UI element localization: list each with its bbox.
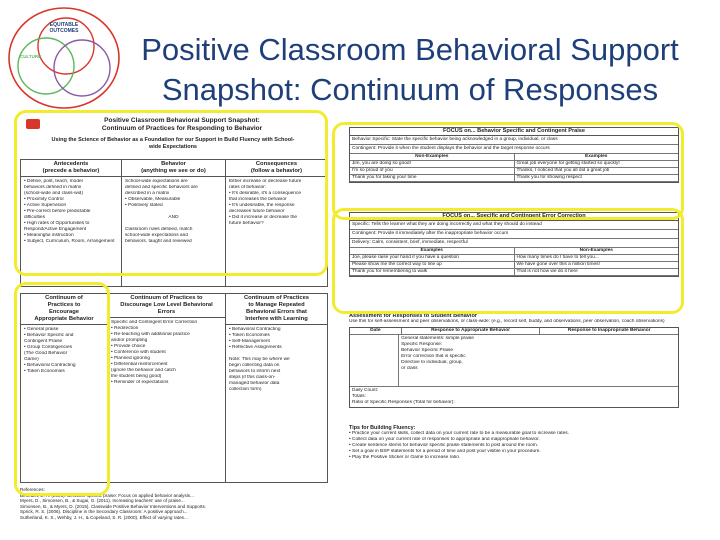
table-row: [350, 262, 678, 269]
references: [20, 487, 330, 521]
list-item: (ignore the behavior and catch: [111, 368, 176, 373]
list-item: • Active Supervision: [24, 202, 67, 208]
list-item: Specific and Contingent Error Correction: [111, 320, 198, 325]
list-item: • Redirection: [111, 326, 139, 331]
reference-line: Simonsen, B., & Myers, D. (2015). Classwide Positive Behavior Interventions and Supports.: [20, 503, 207, 509]
column-heading: Practices to: [47, 302, 81, 308]
list-item: Respond/Active Engagement: [24, 226, 87, 232]
list-item: • Behavioral Contracting: [24, 363, 76, 368]
reference-line: References:: [20, 487, 45, 492]
left-page-subtitle: Using the Science of Behavior as a Foundation for our Support in Build Fluency with School- wide Expectations: [51, 137, 295, 150]
right-page: [344, 115, 684, 540]
list-item: described in a matrix: [125, 190, 170, 196]
tips-section: Tips for Building Fluency: • Practice your current skills, collect data on your current rate to be a measurable goal to increase rates. • Collect data on your current rate of responses to appropriate and inappropriate behavior. • Create sentence stems for behavior specific praise statements to post around the room. • Set a goal in BSP statements for a period of time and post your visible in your procedure. • Play the Positive Sticker or Game to increase ratio.: [349, 425, 679, 461]
list-item: • Observable, Measurable: [125, 196, 181, 202]
list-item: • Group Contingencies: [24, 345, 73, 350]
list-item: • Pre-correct before predictable: [24, 208, 91, 214]
list-item: Contingent Praise: [24, 339, 63, 344]
slide-title: [130, 30, 690, 110]
encourage-column: [20, 293, 108, 483]
list-item: steps (if this class-on-: [229, 375, 276, 380]
column-heading: Continuum of: [45, 295, 83, 301]
list-item: • Proximity Control: [24, 196, 64, 202]
list-item: (school-wide and class-wid): [24, 190, 83, 196]
list-item: or class: [401, 366, 418, 371]
list-item: Daily Count:: [352, 388, 379, 393]
title-line-1: Positive Classroom Behavioral Support: [141, 32, 679, 67]
list-item: • Planned ignoring: [111, 356, 151, 361]
list-item: that increases the behavior: [229, 196, 287, 202]
list-item: difficulties: [24, 214, 45, 220]
list-item: AND: [168, 214, 179, 220]
list-item: Either increase or decrease future: [229, 178, 302, 184]
reference-line: Myers, D., Simonsen, B., & Sugai, G. (2011). Increasing teachers' use of praise...: [20, 498, 185, 504]
list-item: Behavior Specific Praise: [401, 348, 454, 353]
list-item: • Re-teaching with additional practice: [111, 332, 190, 337]
list-item: • Provide choice: [111, 344, 146, 349]
column-heading: Errors: [157, 309, 176, 315]
praise-table: FOCUS on... Behavior Specific and Contingent Praise Behavior Specific: State the specific behavior being acknowledged in a group, individual, or class Contingent: Provide it when the student displays the behavior and the target response occurs Non-Examples Examples Jim, you are doing so good! Great job everyone for getting started so quickly! I'm so proud of you Thanks, I noticed that you all did a great job Thank you for taking your time Thank you for showing respect: [349, 127, 679, 183]
list-item: Classroom rules defined, match: [125, 226, 193, 232]
table-cell: How many times do I have to tell you...: [514, 255, 679, 261]
antecedents-column: Antecedents (precede a behavior) • Define, post, teach, model behaviors defined in matrix (school-wide and class-wid) • Proximity Control • Active Supervision • Pre-correct before predictable difficulties • High rates of Opportunities to Respond/Active Engagement • Meaningful instruction • Subject, Curriculum, Room, Arrangement: [20, 159, 122, 287]
column-heading: Continuum of Practices to: [130, 295, 203, 301]
list-item: (The Good Behavior: [24, 351, 68, 356]
list-item: • Token Economies: [229, 333, 270, 338]
left-page-title: Positive Classroom Behavioral Support Snapshot: Continuum of Practices for Responding to Behavior: [101, 117, 263, 132]
table-row: [350, 175, 678, 182]
error-correction-table: FOCUS on... Specific and Contingent Error Correction Specific: Tells the learner what they are doing incorrectly and what they should do instead Contingent: Provide it immediately after the inappropriate behavior occurs Delivery: Calm, consistent, brief, immediate, respectful Examples Non-Examples Joe, please raise your hand if you have a question How many times do I have to tell you... Please show me the correct way to line up We have gone over this a million times! Thank you for remembering to walk That is not how we do it here: [349, 212, 679, 277]
list-item: decreases future behavior: [229, 208, 285, 214]
list-item: school-wide expectations and: [125, 232, 188, 238]
list-item: • It's undesirable, the response: [229, 202, 295, 208]
list-item: and/or prompting: [111, 338, 148, 343]
logo-label: EQUITABLE OUTCOMES: [49, 22, 79, 34]
reference-line: Sutherland, K. S., Wehby, J. H., & Copeland, S. R. (2000). Effect of varying rates...: [20, 514, 188, 520]
table-cell: We have gone over this a million times!: [514, 262, 679, 268]
table-row: [350, 255, 678, 262]
list-item: collection form): [229, 387, 262, 392]
list-item: behaviors, taught and reviewed: [125, 238, 192, 244]
snapshot-document: [14, 115, 684, 540]
list-item: • High rates of Opportunities to: [24, 220, 90, 226]
list-item: • Practice your current skills, collect data on your current rate to be a measurable goal to increase rates.: [349, 431, 570, 436]
logo-label-culture: CULTURE: [20, 54, 42, 59]
discourage-column: [108, 293, 226, 483]
table-cell: Joe, please raise your hand if you have a question: [352, 255, 459, 260]
column-heading: Discourage Low Level Behavioral: [120, 302, 213, 308]
list-item: • Define, post, teach, model: [24, 178, 83, 184]
list-item: • Did it increase or decrease the: [229, 214, 298, 220]
list-item: • Positively stated: [125, 202, 163, 208]
logo-circle-purple: [54, 40, 110, 96]
column-heading: Interfere with Learning: [245, 316, 308, 322]
list-item: • Reminder of expectations: [111, 380, 169, 385]
list-item: • Conference with student: [111, 350, 166, 355]
list-item: • Token Economies: [24, 369, 65, 374]
table-cell: That is not how we do it here: [514, 269, 679, 275]
left-page: [14, 115, 334, 540]
list-item: • It's desirable, it's a consequence: [229, 190, 302, 196]
table-row: [350, 168, 678, 175]
behavior-column: Behavior (anything we see or do) School-wide expectations are defined and specific behaviors are described in a matrix • Observable, Measurable • Positively stated AND Classroom rules defined, match school-wide expectations and behaviors, taught and reviewed: [122, 159, 226, 287]
list-item: • Set a goal in BSP statements for a period of time and post your visible in your procedure.: [349, 449, 541, 454]
column-heading: to Manage Repeated: [248, 302, 305, 308]
table-cell: I'm so proud of you: [352, 168, 393, 173]
list-item: defined and specific behaviors are: [125, 184, 198, 190]
behavior-list: [122, 177, 225, 247]
table-row: [350, 269, 678, 276]
list-item: behaviors defined in matrix: [24, 184, 82, 190]
list-item: • Meaningful instruction: [24, 232, 74, 238]
assessment-section: Assessment for Responses to Student Behavior Use this for self-assessment and peer observations, or class-wide: (e.g., record self, buddy, and observations, peer observation, coach observations) Date Response to Appropriate Behavior Response to Inappropriate Behavior General statements: simple praise Specific Response: Behavior Specific Praise Error correction that is specific Directive to individual, group, or class Daily Count: Totals: Ratio of Specific Responses (Total for behavior):: [349, 313, 679, 408]
table-cell: Thanks, I noticed that you all did a great job: [514, 168, 679, 174]
assessment-table: Date Response to Appropriate Behavior Response to Inappropriate Behavior General statements: simple praise Specific Response: Behavior Specific Praise Error correction that is specific Directive to individual, group, or class Daily Count: Totals: Ratio of Specific Responses (Total for behavior):: [349, 327, 679, 408]
list-item: • Play the Positive Sticker or Game to increase ratio.: [349, 455, 461, 460]
list-item: • Subject, Curriculum, Room, Arrangement: [24, 238, 115, 244]
list-item: • Create sentence stems for behavior specific praise statements to post around the room.: [349, 443, 539, 448]
table-cell: Jim, you are doing so good!: [352, 161, 411, 166]
list-item: Directive to individual, group,: [401, 360, 463, 365]
column-heading: Encourage: [49, 309, 79, 315]
list-item: • Behavioral Contracting: [229, 327, 281, 332]
list-item: • Reflective Assignments: [229, 345, 282, 350]
reference-line: Sprick, R. S. (2006). Discipline in the Secondary Classroom: A positive approach...: [20, 509, 188, 515]
antecedents-list: [21, 177, 121, 247]
list-item: behaviors to inform next: [229, 369, 281, 374]
table-cell: Please show me the correct way to line up: [352, 262, 442, 267]
list-item: • Differential reinforcement: [111, 362, 168, 367]
list-item: rates of behavior:: [229, 184, 267, 190]
table-cell: Thank you for remembering to walk: [352, 269, 428, 274]
consequences-column: Consequences (follow a behavior) Either increase or decrease future rates of behavior: • It's desirable, it's a consequence that increases the behavior • It's undesirable, the response decreases future behavior • Did it increase or decrease the future behavior?: [226, 159, 328, 287]
list-item: • Behavior Specific and: [24, 333, 74, 338]
list-item: Game): [24, 357, 39, 362]
list-item: • General praise: [24, 327, 59, 332]
table-row: [350, 161, 678, 168]
table-cell: Great job everyone for getting started so quickly!: [514, 161, 679, 167]
table-cell: Thank you for showing respect: [514, 175, 679, 181]
manage-column: [226, 293, 328, 483]
list-item: Specific Response:: [401, 342, 443, 347]
list-item: • Collect data on your current rate of responses to appropriate and inappropriate behavior.: [349, 437, 540, 442]
list-item: • Self-Management: [229, 339, 270, 344]
reference-line: Benedict, E. A. (2005). Behavior specific praise: Focus on applied behavior analysis...: [20, 492, 194, 498]
list-item: Error correction that is specific: [401, 354, 466, 359]
column-heading: Appropriate Behavior: [34, 316, 94, 322]
list-item: future behavior?: [229, 220, 264, 226]
list-item: the student being good): [111, 374, 162, 379]
column-heading: Behavioral Errors that: [246, 309, 307, 315]
column-heading: Continuum of Practices: [243, 295, 310, 301]
list-item: Ratio of Specific Responses (Total for behavior):: [352, 400, 455, 405]
list-item: School-wide expectations are: [125, 178, 188, 184]
title-line-2: Snapshot: Continuum of Responses: [161, 72, 659, 107]
table-cell: Thank you for taking your time: [352, 175, 417, 180]
list-item: Note: This may be where we: [229, 357, 290, 362]
list-item: General statements: simple praise: [401, 336, 474, 341]
consequences-list: [226, 177, 327, 229]
list-item: managed behavior data: [229, 381, 280, 386]
list-item: begin collecting data on: [229, 363, 280, 368]
list-item: Totals:: [352, 394, 366, 399]
